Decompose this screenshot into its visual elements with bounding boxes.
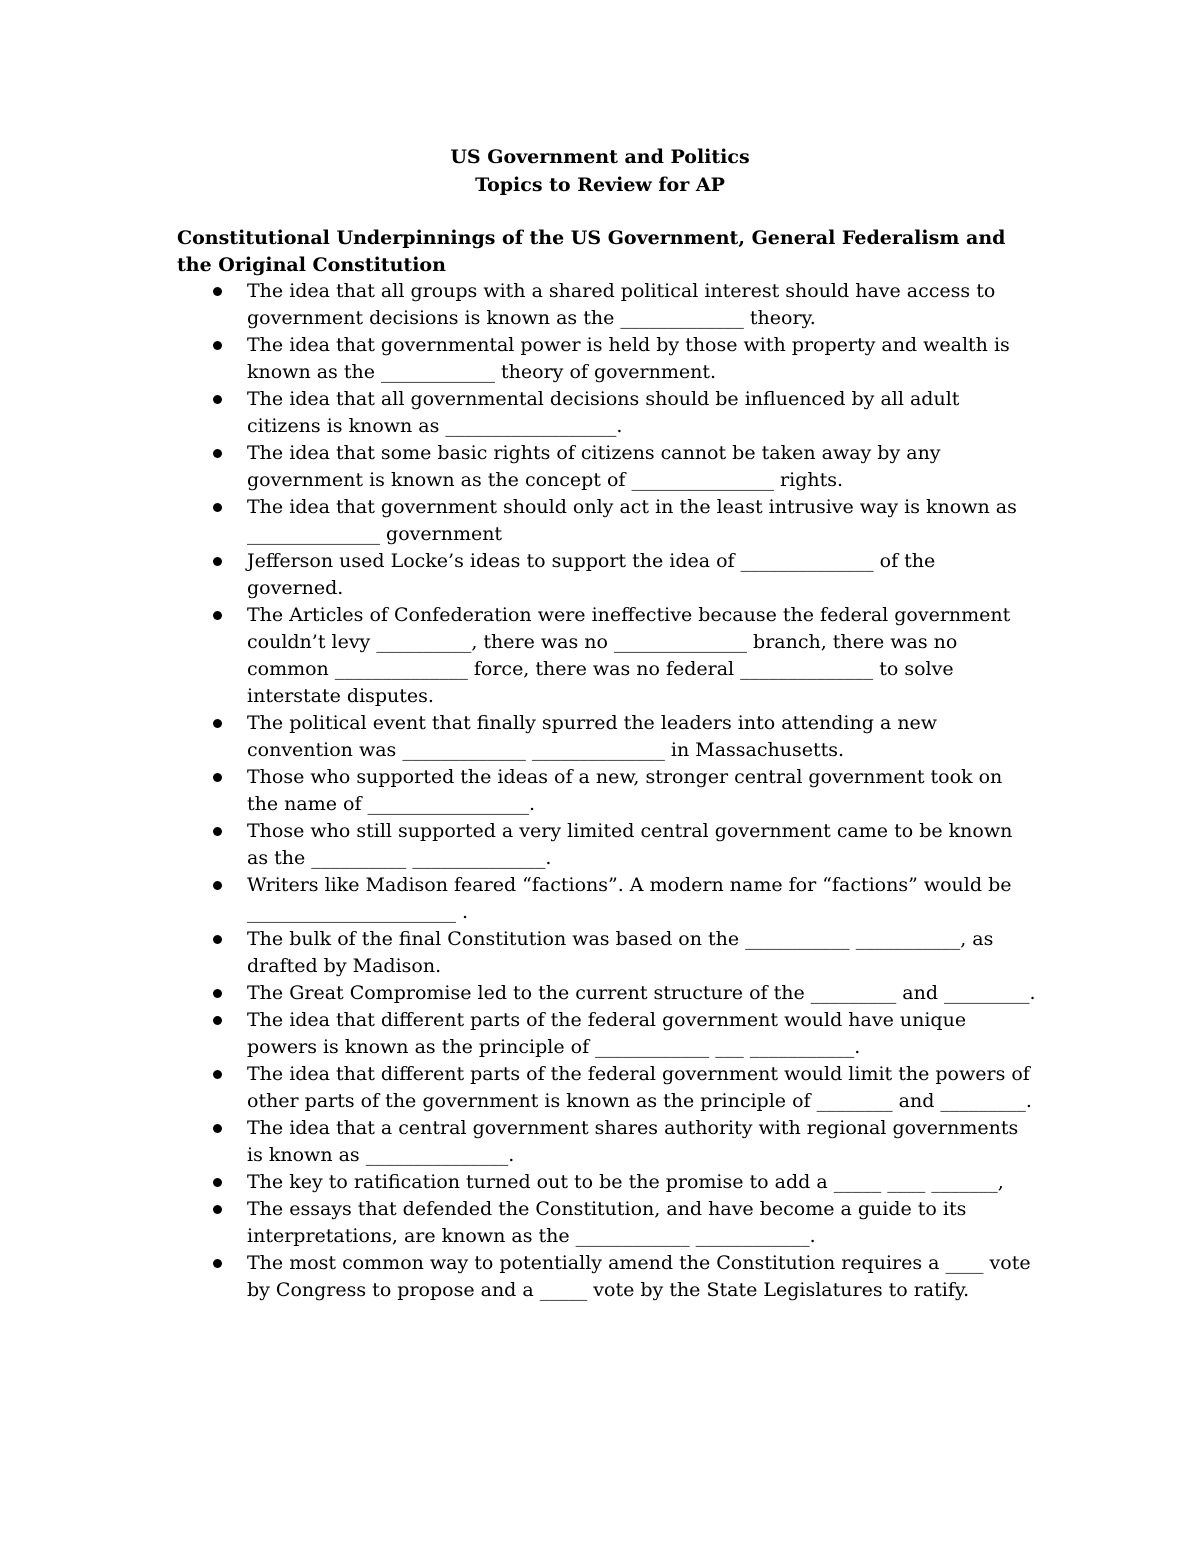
list-item-text: Writers like Madison feared “factions”. A modern name for “factions” would be ______________________ . bbox=[247, 874, 1012, 923]
list-item bbox=[177, 1007, 1037, 1061]
list-item-text: The key to ratification turned out to be the promise to add a _____ ____ _______, bbox=[247, 1171, 1004, 1193]
list-item-text: Those who still supported a very limited central government came to be known as the __________ ______________. bbox=[247, 820, 1013, 869]
list-item-text: The idea that a central government shares authority with regional governments is known as _______________. bbox=[247, 1117, 1019, 1166]
list-item bbox=[177, 1196, 1037, 1250]
list-item bbox=[177, 548, 1037, 602]
bullet-icon bbox=[213, 611, 222, 620]
bullet-icon bbox=[213, 395, 222, 404]
list-item bbox=[177, 926, 1037, 980]
bullet-icon bbox=[213, 881, 222, 890]
bullet-icon bbox=[213, 827, 222, 836]
bullet-icon bbox=[213, 1205, 222, 1214]
bullet-icon bbox=[213, 935, 222, 944]
list-item-text: The bulk of the final Constitution was based on the ___________ ___________, as drafted by Madison. bbox=[247, 928, 994, 977]
list-item bbox=[177, 1115, 1037, 1169]
title-line-1: US Government and Politics bbox=[450, 146, 750, 168]
list-item bbox=[177, 602, 1037, 710]
document-title bbox=[0, 143, 1200, 199]
list-item-text: The most common way to potentially amend the Constitution requires a ____ vote by Congress to propose and a _____ vote by the State Legislatures to ratify. bbox=[247, 1252, 1031, 1301]
list-item bbox=[177, 872, 1037, 926]
list-item bbox=[177, 818, 1037, 872]
list-item-text: The political event that finally spurred the leaders into attending a new convention was _____________ ______________ in Massachusetts. bbox=[247, 712, 938, 761]
list-item-text: The idea that all groups with a shared political interest should have access to government decisions is known as the _____________ theory. bbox=[247, 280, 996, 329]
list-item-text: The idea that different parts of the federal government would limit the powers of other parts of the government is known as the principle of ________ and _________. bbox=[247, 1063, 1032, 1112]
list-item-text: The idea that some basic rights of citizens cannot be taken away by any government is known as the concept of _______________ rights. bbox=[247, 442, 941, 491]
list-item-text: The Articles of Confederation were ineffective because the federal government couldn’t levy __________, there was no ______________ branch, there was no common ______________ force, there was no federal ______________ to solve interstate disputes. bbox=[247, 604, 1011, 707]
list-item-text: Jefferson used Locke’s ideas to support the idea of ______________ of the governed. bbox=[247, 550, 936, 599]
list-item bbox=[177, 1169, 1037, 1196]
bullet-icon bbox=[213, 1259, 222, 1268]
list-item-text: The idea that all governmental decisions should be influenced by all adult citizens is known as __________________. bbox=[247, 388, 960, 437]
list-item-text: The idea that different parts of the federal government would have unique powers is known as the principle of ____________ ___ ___________. bbox=[247, 1009, 967, 1058]
list-item bbox=[177, 1061, 1037, 1115]
list-item-text: The essays that defended the Constitution, and have become a guide to its interpretations, are known as the ____________ ____________. bbox=[247, 1198, 967, 1247]
title-line-2: Topics to Review for AP bbox=[475, 174, 725, 196]
section-heading: Constitutional Underpinnings of the US Government, General Federalism and the Original Constitution bbox=[177, 227, 1006, 276]
bullet-icon bbox=[213, 449, 222, 458]
list-item bbox=[177, 980, 1037, 1007]
list-item-text: Those who supported the ideas of a new, stronger central government took on the name of _________________. bbox=[247, 766, 1003, 815]
list-item bbox=[177, 764, 1037, 818]
bullet-icon bbox=[213, 557, 222, 566]
list-item bbox=[177, 1250, 1037, 1304]
list-item bbox=[177, 440, 1037, 494]
list-item bbox=[177, 710, 1037, 764]
list-item-text: The Great Compromise led to the current structure of the _________ and _________. bbox=[247, 982, 1036, 1004]
list-item-text: The idea that government should only act in the least intrusive way is known as ______________ government bbox=[247, 496, 1017, 545]
list-item-text: The idea that governmental power is held by those with property and wealth is known as the ____________ theory of government. bbox=[247, 334, 1010, 383]
bullet-icon bbox=[213, 1070, 222, 1079]
list-item bbox=[177, 278, 1037, 332]
bullet-icon bbox=[213, 1016, 222, 1025]
list-item bbox=[177, 386, 1037, 440]
list-item bbox=[177, 332, 1037, 386]
list-item bbox=[177, 494, 1037, 548]
bullet-icon bbox=[213, 341, 222, 350]
bullet-icon bbox=[213, 503, 222, 512]
bullet-icon bbox=[213, 773, 222, 782]
bullet-icon bbox=[213, 1124, 222, 1133]
bullet-icon bbox=[213, 719, 222, 728]
bullet-icon bbox=[213, 287, 222, 296]
bullet-icon bbox=[213, 989, 222, 998]
review-item-list bbox=[177, 278, 1037, 1304]
bullet-icon bbox=[213, 1178, 222, 1187]
